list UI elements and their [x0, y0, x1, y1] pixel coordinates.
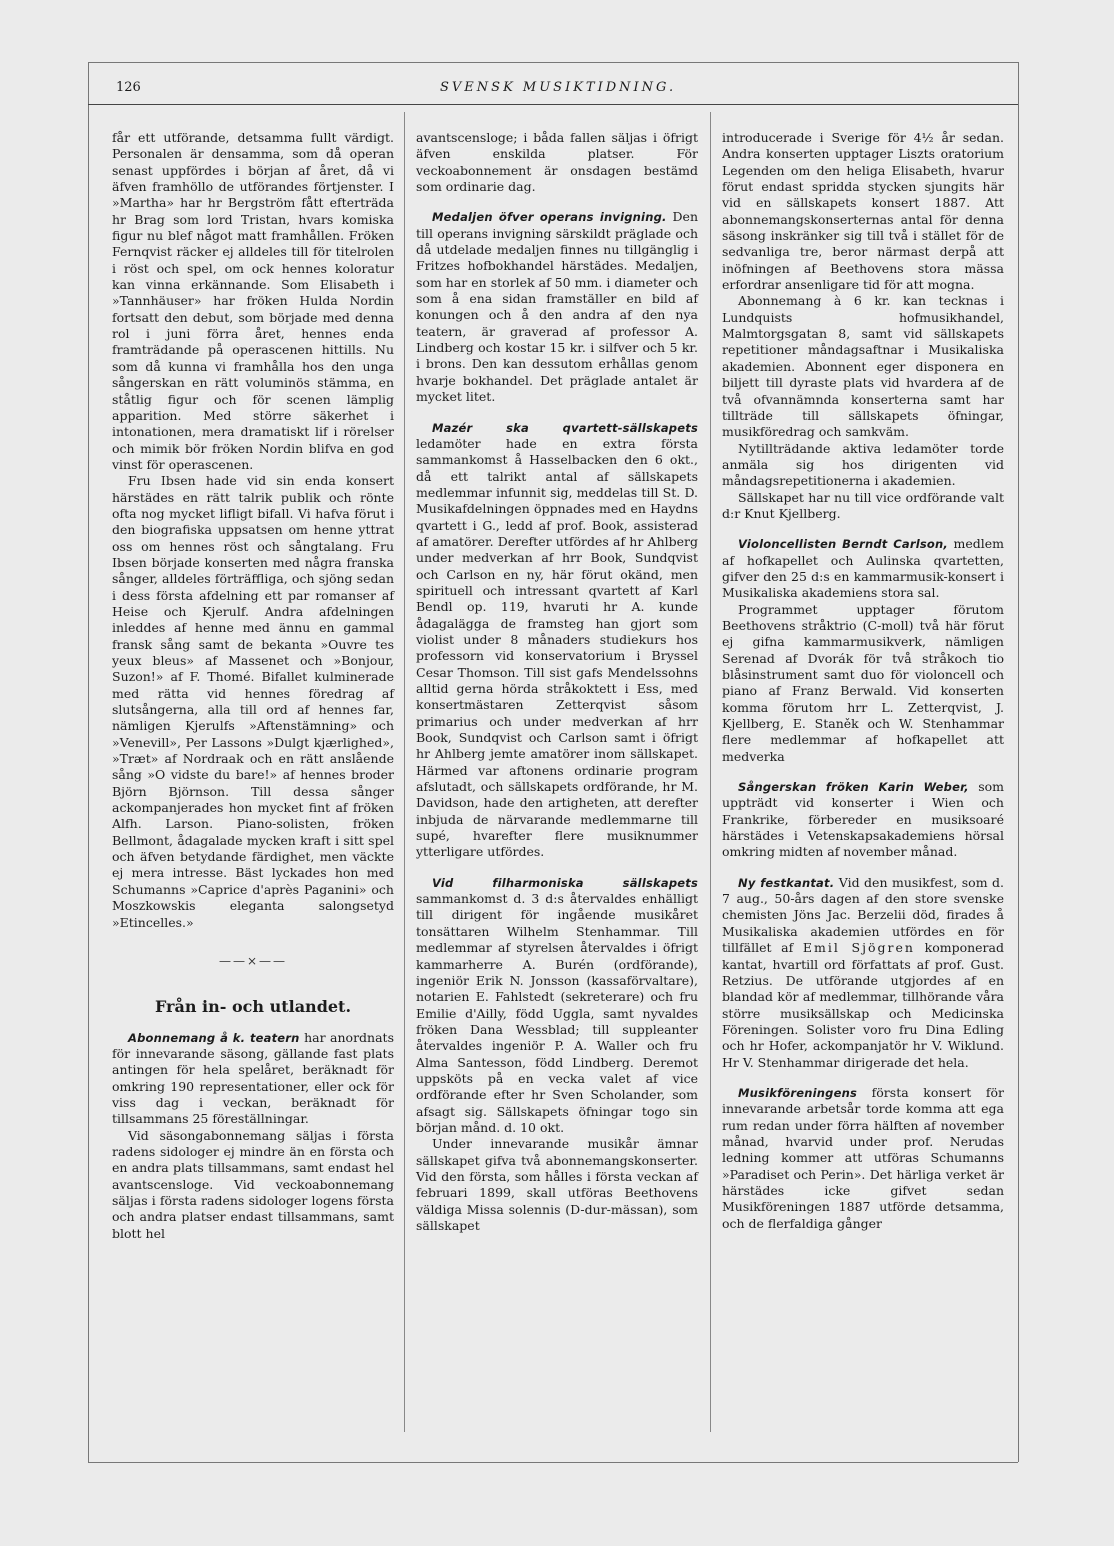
header-rule [88, 104, 1018, 105]
col2-paragraph-2 [416, 209, 698, 405]
column-1 [112, 130, 394, 1242]
col3-p9-body: första konsert för innevarande arbetsår torde komma att ega rum redan under förra hälften af november månad, hvarvid under prof. Nerudas ledning kommer att utföras Schumanns »Paradiset och Perin». Det härliga verket är härstädes icke gifvet sedan Musikföreningen 1887 utförde detsamma, och de flerfaldiga gånger [722, 1084, 1004, 1231]
col3-paragraph-1: introducerade i Sverige för 4½ år sedan. Andra konserten upptager Liszts oratorium Legenden om den heliga Elisabeth, hvarur förut endast spridda stycken sjungits här vid en sällskapets konsert 1887. Att abonnemangskonserternas antal för denna säsong inskränker sig till två i stället för de sedvanliga tre, beror närmast derpå att inöfningen af Beethovens stora mässa erfordrar ansenligare tid för att mogna. [722, 130, 1004, 293]
col3-p8-spaced-name: Emil Sjögren [802, 940, 915, 956]
page-frame-left-rule [88, 62, 89, 1462]
page-number: 126 [116, 80, 141, 95]
col2-p2-lead: Medaljen öfver operans invigning. [432, 210, 667, 225]
column-3 [722, 130, 1004, 1232]
col3-paragraph-8 [722, 875, 1004, 1071]
col3-paragraph-9 [722, 1085, 1004, 1232]
col2-p2-body: Den till operans invigning särskildt präglade och då utdelade medaljen finnes nu tillgänglig i Fritzes hofbokhandel härstädes. Medaljen, som har en storlek af 50 mm. i diameter och som å ena sidan framställer en bild af konungen och å den andra af den nya teatern, är graverad af professor A. Lindberg och kostar 15 kr. i silfver och 5 kr. i brons. Den kan dessutom erhållas genom hvarje bokhandel. Det präglade antalet är mycket litet. [416, 209, 698, 405]
col2-p3-lead: Mazér ska qvartett-sällskapets [432, 420, 698, 435]
col1-p3-body: har anordnats för innevarande säsong, gällande fast plats antingen för hela spelåret, beräknadt för omkring 190 representationer, eller ock för viss dag i veckan, beräknadt för tillsammans 25 föreställningar. [112, 1029, 394, 1127]
col3-p7-body: som uppträdt vid konserter i Wien och Frankrike, förbereder en musiksoaré härstädes i Vetenskapsakademiens hörsal omkring midten af november månad. [722, 779, 1004, 860]
col2-paragraph-1: avantscensloge; i båda fallen säljas i öfrigt äfven enskilda platser. För veckoabonnement är onsdagen bestämd som ordinarie dag. [416, 130, 698, 195]
col3-paragraph-6: Programmet upptager förutom Beethovens stråktrio (C-moll) två här förut ej gifna kammarmusikverk, nämligen Serenad af Dvorák för två stråkoch tio blåsinstrument samt duo för violoncell och piano af Franz Berwald. Vid konserten komma förutom hrr L. Zetterqvist, J. Kjellberg, E. Staněk och W. Stenhammar flere medlemmar af hofkapellet att medverka [722, 601, 1004, 764]
col2-p3-body: ledamöter hade en extra första sammankomst å Hasselbacken den 6 okt., då ett talrikt antal af sällskapets medlemmar infunnit sig, meddelas till St. D. Musikafdelningen öppnades med en Haydns qvartett i G., ledd af prof. Book, assisterad af amatörer. Derefter utfördes af hr Ahlberg under medverkan af hrr Book, Sundqvist och Carlson en ny, här förut okänd, men spirituell och intressant qvartett af Karl Bendl op. 119, hvaruti hr A. kunde ådagalägga de framsteg han gjort som violist under 8 månaders studiekurs hos professorn vid konservatorium i Bryssel Cesar Thomson. Till sist gafs Mendelssohns alltid gerna hörda stråkoktett i Ess, med konsertmästaren Zetterqvist såsom primarius och under medverkan af hrr Book, Sundqvist och Carlson samt i öfrigt hr Ahlberg jemte amatörer inom sällskapet. Härmed var aftonens ordinarie program afslutadt, och sällskapets ordförande, hr M. Davidson, hade den artigheten, att derefter inbjuda de närvarande medlemmarne till supé, hvarefter flere musiknummer ytterligare utfördes. [416, 435, 698, 860]
col1-paragraph-3 [112, 1030, 394, 1128]
running-title: SVENSK MUSIKTIDNING. [440, 80, 677, 95]
page-frame-bottom-rule [88, 1462, 1018, 1463]
col2-paragraph-3 [416, 420, 698, 861]
col1-paragraph-4: Vid säsongabonnemang säljas i första radens sidologer ej mindre än en första och en andra plats tillsammans, samt endast hel avantscensloge. Vid veckoabonnemang säljas i första radens sidologer logens första och andra platser endast tillsammans, samt blott hel [112, 1127, 394, 1241]
col2-p4-body: sammankomst d. 3 d:s återvaldes enhälligt till dirigent för ingående musikåret tonsättaren Wilhelm Stenhammar. Till medlemmar af styrelsen återvaldes i öfrigt kammarherre A. Burén (ordförande), ingeniör Erik N. Jonsson (kassaförvaltare), notarien E. Fahlstedt (sekreterare) och fru Emilie d'Ailly, född Uggla, samt nyvaldes fröken Dana Wessblad; till suppleanter återvaldes ingeniör P. A. Waller och fru Alma Santesson, född Lindberg. Deremot uppsköts på en vecka valet af vice ordförande efter hr Sven Scholander, som afsagt sig. Sällskapets öfningar togo sin början månd. d. 10 okt. [416, 891, 698, 1135]
page-frame-right-rule [1018, 62, 1019, 1462]
col2-p4-lead: Vid filharmoniska sällskapets [432, 875, 698, 890]
col1-p3-lead: Abonnemang å k. teatern [128, 1030, 300, 1045]
col1-paragraph-2: Fru Ibsen hade vid sin enda konsert härstädes en rätt talrik publik och rönte ofta nog mycket lifligt bifall. Vi hafva förut i den biografiska uppsatsen om henne yttrat oss om hennes röst och sångtalang. Fru Ibsen började konserten med några franska sånger, alldeles förträffliga, och sjöng sedan i dess första afdelning ett par romanser af Heise och Kjerulf. Andra afdelningen inleddes af henne med ännu en gammal fransk sång samt de bekanta »Ouvre tes yeux bleus» af Massenet och »Bonjour, Suzon!» af F. Thomé. Bifallet kulminerade med rätta vid hennes föredrag af slutsångerna, alla till ord af hennes far, nämligen Kjerulfs »Aftenstämning» och »Venevill», Per Lassons »Dulgt kjærlighed», »Træt» af Nordraak och en rätt anslående sång »O vidste du bare!» af hennes broder Björn Björnson. Till dessa sånger ackompanjerades hon mycket fint af fröken Alfh. Larson. Piano-solisten, fröken Bellmont, ådagalade mycken kraft i sitt spel och äfven betydande färdighet, men väckte ej mera intresse. Bäst lyckades hon med Schumanns »Caprice d'après Paganini» och Moszkowskis eleganta salongsetyd »Etincelles.» [112, 473, 394, 930]
col3-p8-body-a: Vid den musikfest, som d. 7 aug., 50-års dagen af den store svenske chemisten Jöns Jac. Berzelii död, firades å Musikaliska akademien utfördes en för tillfället af [722, 874, 1005, 956]
column-divider-2 [710, 112, 711, 1432]
col3-p8-lead: Ny festkantat. [738, 875, 835, 890]
col3-paragraph-7 [722, 779, 1004, 861]
col2-paragraph-4 [416, 875, 698, 1137]
col3-p8-body-b: komponerad kantat, hvartill ord författats af prof. Gust. Retzius. De utförande utgjordes af en blandad kör af medlemmar, tillhörande våra större musiksällskap och Medicinska Föreningen. Solister voro fru Dina Edling och hr Hofer, ackompanjatör hr V. Wiklund. Hr V. Stenhammar dirigerade det hela. [722, 940, 1004, 1070]
section-title: Från in- och utlandet. [154, 997, 352, 1017]
col3-p9-lead: Musikföreningens [738, 1085, 858, 1100]
section-ornament: ——×—— [218, 953, 288, 968]
column-2 [416, 130, 698, 1234]
col3-paragraph-3: Nytillträdande aktiva ledamöter torde anmäla sig hos dirigenten vid måndagsrepetitionerna i akademien. [722, 440, 1004, 489]
col3-paragraph-2: Abonnemang à 6 kr. kan tecknas i Lundquists hofmusikhandel, Malmtorgsgatan 8, samt vid sällskapets repetitioner måndagsaftnar i Musikaliska akademien. Abonnent eger disponera en biljett till dyraste plats vid hvardera af de två ofvannämnda konserterna samt har tillträde till sällskapets öfningar, musikföredrag och samkväm. [722, 293, 1004, 440]
col3-p7-lead: Sångerskan fröken Karin Weber, [738, 780, 969, 795]
col2-paragraph-5: Under innevarande musikår ämnar sällskapet gifva två abonnemangskonserter. Vid den första, som hålles i första veckan af februari 1899, skall utföras Beethovens väldiga Missa solennis (D-dur-mässan), som sällskapet [416, 1136, 698, 1233]
col3-p5-body: medlem af hofkapellet och Aulinska qvartetten, gifver den 25 d:s en kammarmusik-konsert i Musikaliska akademiens stora sal. [722, 536, 1004, 601]
column-divider-1 [404, 112, 405, 1432]
page-frame-top-rule [88, 62, 1018, 63]
col3-paragraph-5 [722, 536, 1004, 601]
col1-paragraph-1: får ett utförande, detsamma fullt värdigt. Personalen är densamma, som då operan senast uppfördes i början af året, då vi äfven framhöllo de utförandes förtjenster. I »Martha» har hr Bergström fått efterträda hr Brag som lord Tristan, hvars komiska figur nu blef något matt framhållen. Fröken Fernqvist räcker ej alldeles till för titelrolen i röst och spel, om ock hennes koloratur kan vinna erkännande. Som Elisabeth i »Tannhäuser» har fröken Hulda Nordin fortsatt den debut, som började med denna rol i juni förra året, hennes enda framträdande på operascenen hittills. Nu som då kunna vi framhålla hos den unga sångerskan en rätt voluminös stämma, en ståtlig figur och för scenen lämplig apparition. Med större säkerhet i intonationen, mera dramatiskt lif i rörelser och mimik bör fröken Nordin blifva en god vinst för operascenen. [112, 130, 394, 472]
col3-p5-lead: Violoncellisten Berndt Carlson, [738, 537, 948, 552]
col3-paragraph-4: Sällskapet har nu till vice ordförande valt d:r Knut Kjellberg. [722, 489, 1004, 521]
